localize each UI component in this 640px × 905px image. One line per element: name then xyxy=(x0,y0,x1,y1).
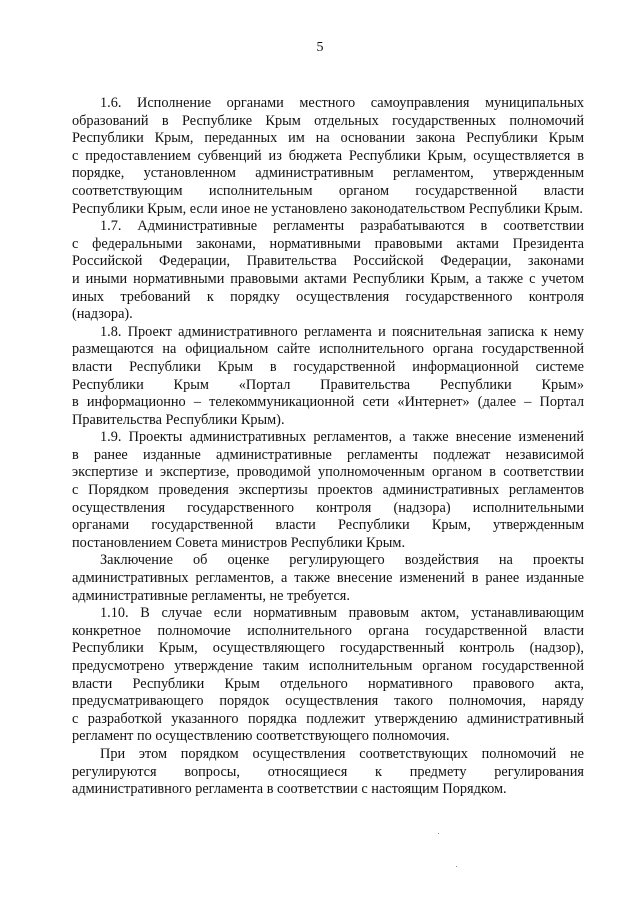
document-body xyxy=(72,95,584,799)
text-line: Российской Федерации, Правительства Российской Федерации, законами xyxy=(72,253,584,270)
paragraph-p-1-6 xyxy=(72,95,584,218)
paragraph-p-1-9 xyxy=(72,429,584,552)
text-line: регулируются вопросы, относящиеся к предмету регулирования xyxy=(72,763,584,780)
text-line: размещаются на официальном сайте исполнительного органа государственной xyxy=(72,341,584,358)
text-line: с федеральными законами, нормативными правовыми актами Президента xyxy=(72,235,584,252)
text-line: При этом порядком осуществления соответствующих полномочий не xyxy=(100,745,584,762)
text-line: Республики Крым, осуществляющего государственный контроль (надзор), xyxy=(72,640,584,657)
text-line: 1.9. Проекты административных регламентов, а также внесение изменений xyxy=(100,429,584,446)
scan-speck xyxy=(456,866,457,867)
text-line: Правительства Республики Крым). xyxy=(72,411,285,428)
text-line: конкретное полномочие исполнительного органа государственной власти xyxy=(72,622,584,639)
text-line: Республики Крым, переданных им на основании закона Республики Крым xyxy=(72,130,584,147)
page-number: 5 xyxy=(316,40,324,55)
text-line: административных регламентов, а также внесение изменений в ранее изданные xyxy=(72,570,584,587)
text-line: и иными нормативными правовыми актами Республики Крым, а также с учетом xyxy=(72,270,584,287)
text-line: власти Республики Крым в государственной информационной системе xyxy=(72,358,584,375)
text-line: Республики Крым «Портал Правительства Республики Крым» xyxy=(72,376,584,393)
text-line: соответствующим исполнительным органом государственной власти xyxy=(72,182,584,199)
paragraph-p-final xyxy=(72,746,584,799)
text-line: предусматривающего порядок осуществления такого полномочия, наряду xyxy=(72,693,584,710)
text-line: 1.8. Проект административного регламента и пояснительная записка к нему xyxy=(100,323,584,340)
scan-speck xyxy=(438,833,439,834)
text-line: административные регламенты, не требуется. xyxy=(72,587,350,604)
text-line: с разработкой указанного порядка подлежит утверждению административный xyxy=(72,710,584,727)
text-line: постановлением Совета министров Республики Крым. xyxy=(72,534,406,551)
text-line: 1.7. Административные регламенты разрабатываются в соответствии xyxy=(100,218,584,235)
text-line: Заключение об оценке регулирующего воздействия на проекты xyxy=(100,552,584,569)
text-line: 1.10. В случае если нормативным правовым актом, устанавливающим xyxy=(100,605,584,622)
text-line: экспертизе и экспертизе, проводимой уполномоченным органом в соответствии xyxy=(72,464,584,481)
text-line: 1.6. Исполнение органами местного самоуправления муниципальных xyxy=(100,95,584,111)
paragraph-p-1-8 xyxy=(72,324,584,430)
paragraph-p-1-10 xyxy=(72,605,584,746)
text-line: порядке, установленном административным регламентом, утвержденным xyxy=(72,165,584,182)
text-line: осуществления государственного контроля (надзора) исполнительными xyxy=(72,499,584,516)
paragraph-p-1-7 xyxy=(72,218,584,324)
text-line: предусмотрено утверждение таким исполнительным органом государственной xyxy=(72,658,584,674)
text-line: в ранее изданные административные регламенты подлежат независимой xyxy=(72,446,584,463)
text-line: власти Республики Крым отдельного нормативного правового акта, xyxy=(72,675,584,692)
text-line: с Порядком проведения экспертизы проектов административных регламентов xyxy=(72,482,584,499)
text-line: административного регламента в соответствии с настоящим Порядком. xyxy=(72,781,507,798)
text-line: органами государственной власти Республики Крым, утвержденным xyxy=(72,517,584,534)
text-line: в информационно – телекоммуникационной сети «Интернет» (далее – Портал xyxy=(72,394,584,411)
text-line: с предоставлением субвенций из бюджета Республики Крым, осуществляется в xyxy=(72,147,584,164)
text-line: образований в Республике Крым отдельных государственных полномочий xyxy=(72,112,584,129)
paragraph-p-conclusion xyxy=(72,552,584,605)
text-line: иных требований к порядку осуществления государственного контроля xyxy=(72,288,584,305)
text-line: Республики Крым, если иное не установлено законодательством Республики Крым. xyxy=(72,200,583,217)
text-line: регламент по осуществлению соответствующего полномочия. xyxy=(72,728,450,745)
text-line: (надзора). xyxy=(72,306,133,323)
